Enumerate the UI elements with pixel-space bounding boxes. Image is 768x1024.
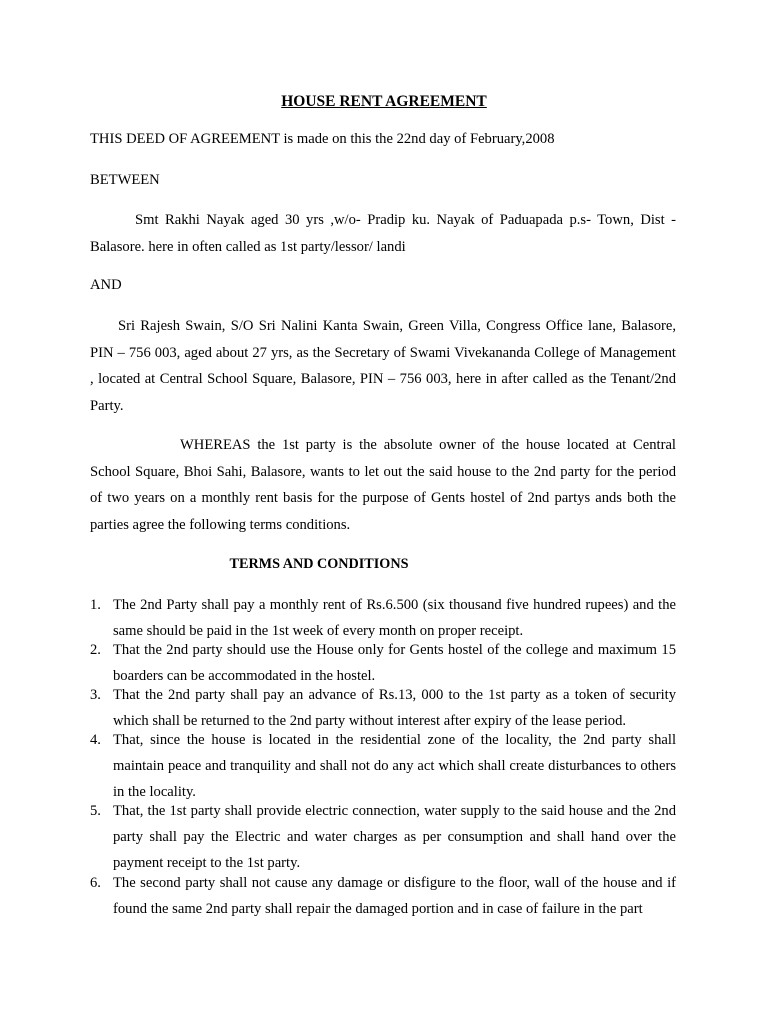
document-title: HOUSE RENT AGREEMENT [281,93,487,110]
first-party-paragraph [90,207,676,260]
term-text: That the 2nd party should use the House only for Gents hostel of the college and maximum 15 boarders can be accommodated in the hostel. [113,642,676,684]
term-number: 1. [90,597,101,613]
whereas-text: WHEREAS the 1st party is the absolute owner of the house located at Central School Square, Bhoi Sahi, Balasore, wants to let out the said house to the 2nd party for the period of two years on a monthly rent basis for the purpose of Gents hostel of 2nd partys ands both the parties agree the following terms conditions. [90,437,676,533]
term-text: That the 2nd party shall pay an advance of Rs.13, 000 to the 1st party as a token of security which shall be returned to the 2nd party without interest after expiry of the lease period. [113,687,676,729]
second-party-text: Sri Rajesh Swain, S/O Sri Nalini Kanta Swain, Green Villa, Congress Office lane, Balasore, PIN – 756 003, aged about 27 yrs, as the Secretary of Swami Vivekananda College of Management , located at Central School Square, Balasore, PIN – 756 003, here in after called as the Tenant/2nd Party. [90,318,676,414]
and-label: AND [90,277,122,293]
first-party-text: Smt Rakhi Nayak aged 30 yrs ,w/o- Pradip ku. Nayak of Paduapada p.s- Town, Dist - Balasore. here in often called as 1st party/lessor/ landi [90,212,676,255]
term-item-6 [90,870,676,922]
whereas-paragraph [90,432,676,538]
terms-heading: TERMS AND CONDITIONS [229,556,409,572]
term-number: 5. [90,803,101,819]
second-party-paragraph [90,313,676,419]
between-label: BETWEEN [90,172,160,188]
term-number: 4. [90,732,101,748]
term-text: The second party shall not cause any damage or disfigure to the floor, wall of the house and if found the same 2nd party shall repair the damaged portion and in case of failure in the part [113,875,676,917]
term-text: That, since the house is located in the residential zone of the locality, the 2nd party shall maintain peace and tranquility and shall not do any act which shall create disturbances to others in the locality. [113,732,676,800]
term-number: 6. [90,875,101,891]
term-text: That, the 1st party shall provide electric connection, water supply to the said house and the 2nd party shall pay the Electric and water charges as per consumption and shall hand over the payment receipt to the 1st party. [113,803,676,871]
term-number: 3. [90,687,101,703]
term-text: The 2nd Party shall pay a monthly rent of Rs.6.500 (six thousand five hundred rupees) and the same should be paid in the 1st week of every month on proper receipt. [113,597,676,639]
term-number: 2. [90,642,101,658]
intro-line: THIS DEED OF AGREEMENT is made on this the 22nd day of February,2008 [90,131,555,147]
term-item-5 [90,798,676,876]
term-item-4 [90,727,676,805]
